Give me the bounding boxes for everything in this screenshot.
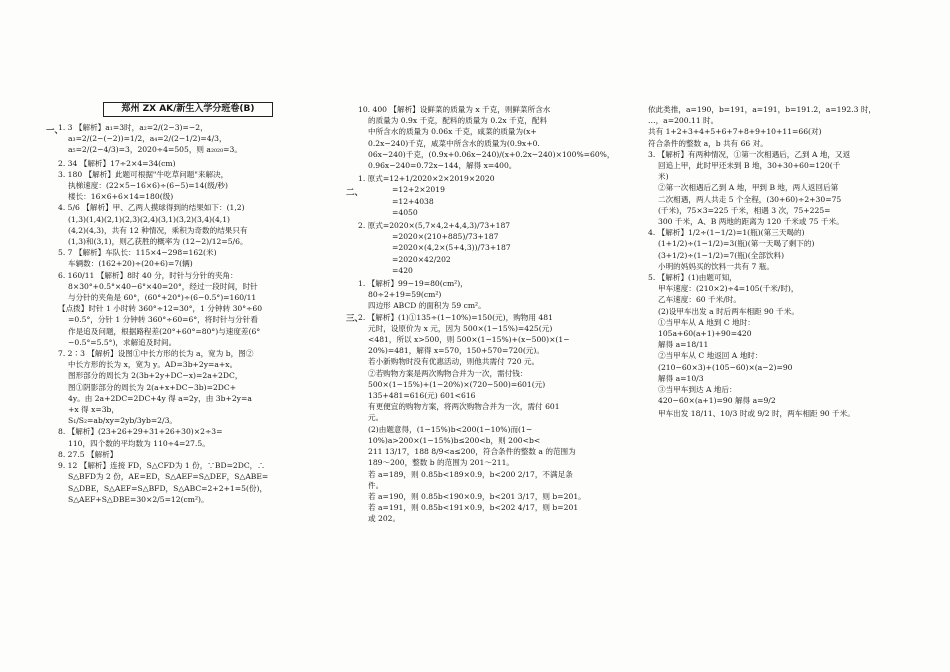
answer-line: 回追上甲，此时甲还未到 B 地，30+30+60=120(千 — [658, 161, 841, 171]
answer-line: 甲车出发 18/11、10/3 时或 9/2 时，两车相距 90 千米。 — [658, 409, 855, 419]
answer-line: 楼长：16×6+6×14=180(级) — [68, 192, 174, 202]
answer-line: 8×30°+0.5°×40−6°×40=20°，经过一段时间，时针 — [68, 281, 258, 291]
answer-line: 元时，设原价为 x 元，因为 500×(1−15%)=425(元) — [368, 323, 553, 333]
answer-line: (1+1/2)÷(1−1/2)=3(瓶)(第一天喝了剩下的) — [658, 239, 815, 249]
answer-line: (4,2)(4,3)，共有 12 种情况，乘积为奇数的结果只有 — [68, 225, 248, 235]
answer-line: =2020×(4,2×(5+4,3))/73+187 — [392, 243, 511, 253]
section-three-label: 三、 — [346, 314, 364, 324]
answer-line: 与分针的夹角是 60°，(60°+20°)÷(6−0.5°)=160/11 — [68, 293, 257, 303]
answer-line: 06x−240)千克，(0.9x+0.06x−240)/(x+0.2x−240)×100%=60%， — [368, 149, 615, 159]
answer-line: ③当甲车到达 A 地后： — [658, 385, 737, 395]
answer-line: 20%)=481，解得 x=570，150+570=720(元)。 — [368, 346, 544, 356]
answer-line: 若 a=190，则 0.85b<190×0.9，b<201 3/17，则 b=201。 — [368, 491, 586, 501]
answer-line: 有更便宜的购物方案，将两次购物合并为一次，需付 601 — [368, 402, 560, 412]
answer-line: 9. 12 【解析】连接 FD，S△CFD为 1 份，∵BD=2DC，∴ — [58, 461, 265, 471]
answer-line: 8. 【解析】(23+26+29+31+26+30)×2÷3= — [58, 427, 223, 437]
answer-line: 1. 3 【解析】a₁=3时，a₂=2/(2−3)=−2， — [58, 123, 208, 132]
answer-line: 米) — [658, 172, 669, 182]
section-one-label: 一、 — [46, 126, 64, 136]
answer-line: =0.5°，分针 1 分钟转 360°÷60=6°，将时针与分针看 — [68, 315, 258, 325]
answer-line: (1,3)和(3,1)，则乙获胜的概率为 (12−2)/12=5/6。 — [68, 237, 248, 247]
answer-line: 211 13/17，188 8/9<a≤200，符合条件的整数 a 的范围为 — [368, 447, 576, 457]
answer-line: 4y。由 2a+2DC=2DC+4y 得 a=2y，由 3b+2y=a — [68, 393, 252, 403]
answer-line: 的质量为 0.9x 千克，配料的质量为 0.2x 千克，配料 — [368, 116, 548, 126]
answer-line: 10. 400 【解析】设鲜菜的质量为 x 千克，则鲜菜所含水 — [358, 105, 551, 114]
answer-line: S△BFD为 2 份，AE=ED，S△AEF=S△DEF，S△ABE= — [68, 472, 269, 482]
answer-line: 执梯速度：(22×5−16×6)÷(6−5)=14(级/秒) — [68, 181, 228, 191]
answer-line: 小明的妈妈买的饮料一共有 7 瓶。 — [658, 261, 774, 271]
answer-line: 中长方形的长为 x，宽为 y。AD=3b+2y=a+x。 — [68, 360, 238, 370]
answer-line: 0.2x−240)千克，咸菜中所含水的质量为(0.9x+0. — [368, 138, 540, 148]
answer-line: S₁/S₂=ab/xy=2yb/3yb=2/3。 — [68, 416, 177, 426]
answer-line: 解得 a=10/3 — [658, 373, 704, 383]
answer-line: 3. 【解析】有两种情况，①第一次相遇后，乙到 A 地，又返 — [648, 149, 851, 159]
answer-line: =2020×42/202 — [392, 254, 451, 264]
answer-column-left — [58, 122, 343, 505]
answer-line: 若 a=189，则 0.85b<189×0.9，b<200 2/17，不满足条 — [368, 469, 573, 479]
answer-line: 2. 34 【解析】17÷2×4=34(cm) — [58, 158, 176, 168]
answer-column-right — [648, 104, 908, 420]
answer-line: 4. 【解析】1/2÷(1−1/2)=1(瓶)(第三天喝的) — [648, 228, 805, 238]
answer-line: a₅=2/(2−4/3)=3，2020÷4=505，则 a₂₀₂₀=3。 — [68, 145, 242, 155]
answer-line: 件。 — [368, 480, 384, 490]
answer-line: 解得 a=18/11 — [658, 340, 709, 350]
answer-line: 元。 — [368, 413, 384, 423]
answer-line: a₃=2/(2−(−2))=1/2，a₄=2/(2−1/2)=4/3， — [68, 134, 227, 144]
answer-line: 6. 160/11 【解析】8时 40 分，时针与分针的夹角： — [58, 270, 238, 280]
answer-line: 110，四个数的平均数为 110÷4=27.5。 — [68, 438, 210, 448]
answer-line: =420 — [392, 265, 413, 275]
answer-line: 车辆数：(162+20)÷(20+6)=7(辆) — [68, 259, 193, 269]
answer-line: (3+1/2)÷(1−1/2)=7(瓶)(全部饮料) — [658, 250, 785, 260]
answer-line: 中所含水的质量为 0.06x 千克，咸菜的质量为(x+ — [368, 127, 537, 137]
answer-line: 105a+60(a+1)+90=420 — [658, 329, 752, 339]
answer-line: =4050 — [392, 207, 418, 217]
answer-line: 若 a=191，则 0.85b<191×0.9，b<202 4/17，则 b=201 — [368, 503, 579, 513]
answer-line: 10%)a>200×(1−15%)b≤200<b，则 200<b< — [368, 435, 541, 445]
answer-line: ①当甲车从 A 地到 C 地时： — [658, 317, 755, 327]
answer-line: 乙车速度：60 千米/时。 — [658, 295, 741, 305]
answer-line: 1. 【解析】99−19=80(cm²)， — [358, 279, 468, 289]
page-title: 郑州 ZX AK/新生入学分班卷(B) — [103, 102, 273, 117]
answer-line: 5. 【解析】(1)由题可知， — [648, 273, 737, 283]
answer-line: 或 202。 — [368, 514, 401, 524]
answer-line: 【点拨】时针 1 小时转 360°÷12=30°，1 分钟转 30°÷60 — [58, 304, 263, 314]
answer-line: 依此类推，a=190，b=191，a=191，b=191.2，a=192.3 时， — [648, 105, 877, 114]
answer-line: (千米)，75×3=225 千米，相遇 3 次，75+225= — [658, 205, 831, 215]
answer-line: <481，所以 x>500，则 500×(1−15%)+(x−500)×(1− — [368, 335, 570, 345]
answer-line: 2. 【解析】(1)①135÷(1−10%)=150(元)，购物用 481 — [358, 312, 553, 322]
answer-line: …，a=200.11 时。 — [648, 116, 719, 126]
section-two-label: 二、 — [346, 188, 364, 198]
answer-line: 甲车速度：(210×2)÷4=105(千米/时)， — [658, 284, 799, 294]
answer-line: (210−60×3)+(105−60)×(a−2)=90 — [658, 362, 793, 372]
answer-line: S△DBE，S△AEF=S△BFD，S△ABC=2+2+1=5(份)， — [68, 483, 268, 493]
answer-line: 420−60×(a+1)=90 解得 a=9/2 — [658, 396, 776, 406]
answer-line: 4. 5/6 【解析】甲、乙两人摸球得到的结果如下：(1,2) — [58, 203, 245, 213]
answer-line: 二次相遇，两人共走 5 个全程，(30+60)÷2+30=75 — [658, 194, 842, 204]
answer-line: 图①阴影部分的周长为 2(a+x+DC−3b)=2DC+ — [68, 382, 237, 392]
answer-line: =2020×(210+885)/73+187 — [392, 232, 499, 242]
answer-line: +x 得 x=3b， — [68, 405, 119, 415]
answer-line: 0.96x−240=0.72x−144，解得 x=400。 — [368, 161, 517, 171]
answer-line: 1. 原式=12+1/2020×2×2019×2020 — [358, 174, 495, 184]
answer-line: 135+481=616(元) 601<616 — [368, 391, 476, 401]
answer-line: 3. 180 【解析】此题可根据"牛吃草问题"来解决， — [58, 169, 229, 179]
answer-line: −0.5°=5.5°)，求解追及时间。 — [68, 337, 177, 347]
answer-line: 300 千米，A、B 两地的距离为 120 千米或 75 千米。 — [658, 217, 844, 227]
answer-line: (2)由题意得，(1−15%)b<200(1−10%)而(1− — [368, 424, 533, 434]
answer-line: 80÷2+19=59(cm²) — [368, 290, 442, 300]
answer-line: 作是追及问题，根据路程差(20°+60°=80°)与速度差(6° — [68, 326, 261, 336]
answer-line: 5. 7 【解析】车队长：115×4−298=162(米) — [58, 248, 217, 258]
answer-line: =12+4038 — [392, 196, 434, 206]
answer-line: 共有 1+2+3+4+5+6+7+8+9+10+11=66(对) — [648, 127, 822, 137]
answer-line: =12+2×2019 — [392, 185, 445, 195]
answer-column-middle — [358, 104, 628, 525]
answer-line: (2)设甲车出发 a 时后两车相距 90 千米。 — [658, 306, 799, 316]
answer-line: S△AEF+S△DBE=30×2/5=12(cm²)。 — [68, 494, 209, 504]
answer-line: 若小新购物时没有优惠活动，则他共需付 720 元。 — [368, 357, 540, 367]
answer-line: ②当甲车从 C 地返回 A 地时： — [658, 351, 763, 361]
answer-line: ②若购物方案是两次购物合并为一次，需付钱： — [368, 368, 528, 378]
answer-line: 7. 2∶3 【解析】设图①中长方形的长为 a，宽为 b，图② — [58, 349, 254, 359]
answer-line: 189～200，整数 b 的范围为 201～211。 — [368, 458, 515, 468]
answer-line: (1,3)(1,4)(2,1)(2,3)(2,4)(3,1)(3,2)(3,4)(4,1) — [68, 214, 231, 224]
answer-line: ②第一次相遇后乙到 A 地，甲到 B 地，两人返回后第 — [658, 183, 839, 193]
answer-line: 2. 原式=2020×(5,7×4,2+4,4,3)/73+187 — [358, 221, 511, 231]
answer-line: 四边形 ABCD 的面积为 59 cm²。 — [368, 301, 486, 311]
answer-line: 8. 27.5 【解析】 — [58, 449, 118, 459]
answer-line: 500×(1−15%)+(1−20%)×(720−500)=601(元) — [368, 379, 546, 389]
answer-line: 图形部分的周长为 2(3b+2y+DC−x)=2a+2DC， — [68, 371, 243, 381]
answer-line: 符合条件的整数 a，b 共有 66 对。 — [648, 138, 768, 148]
